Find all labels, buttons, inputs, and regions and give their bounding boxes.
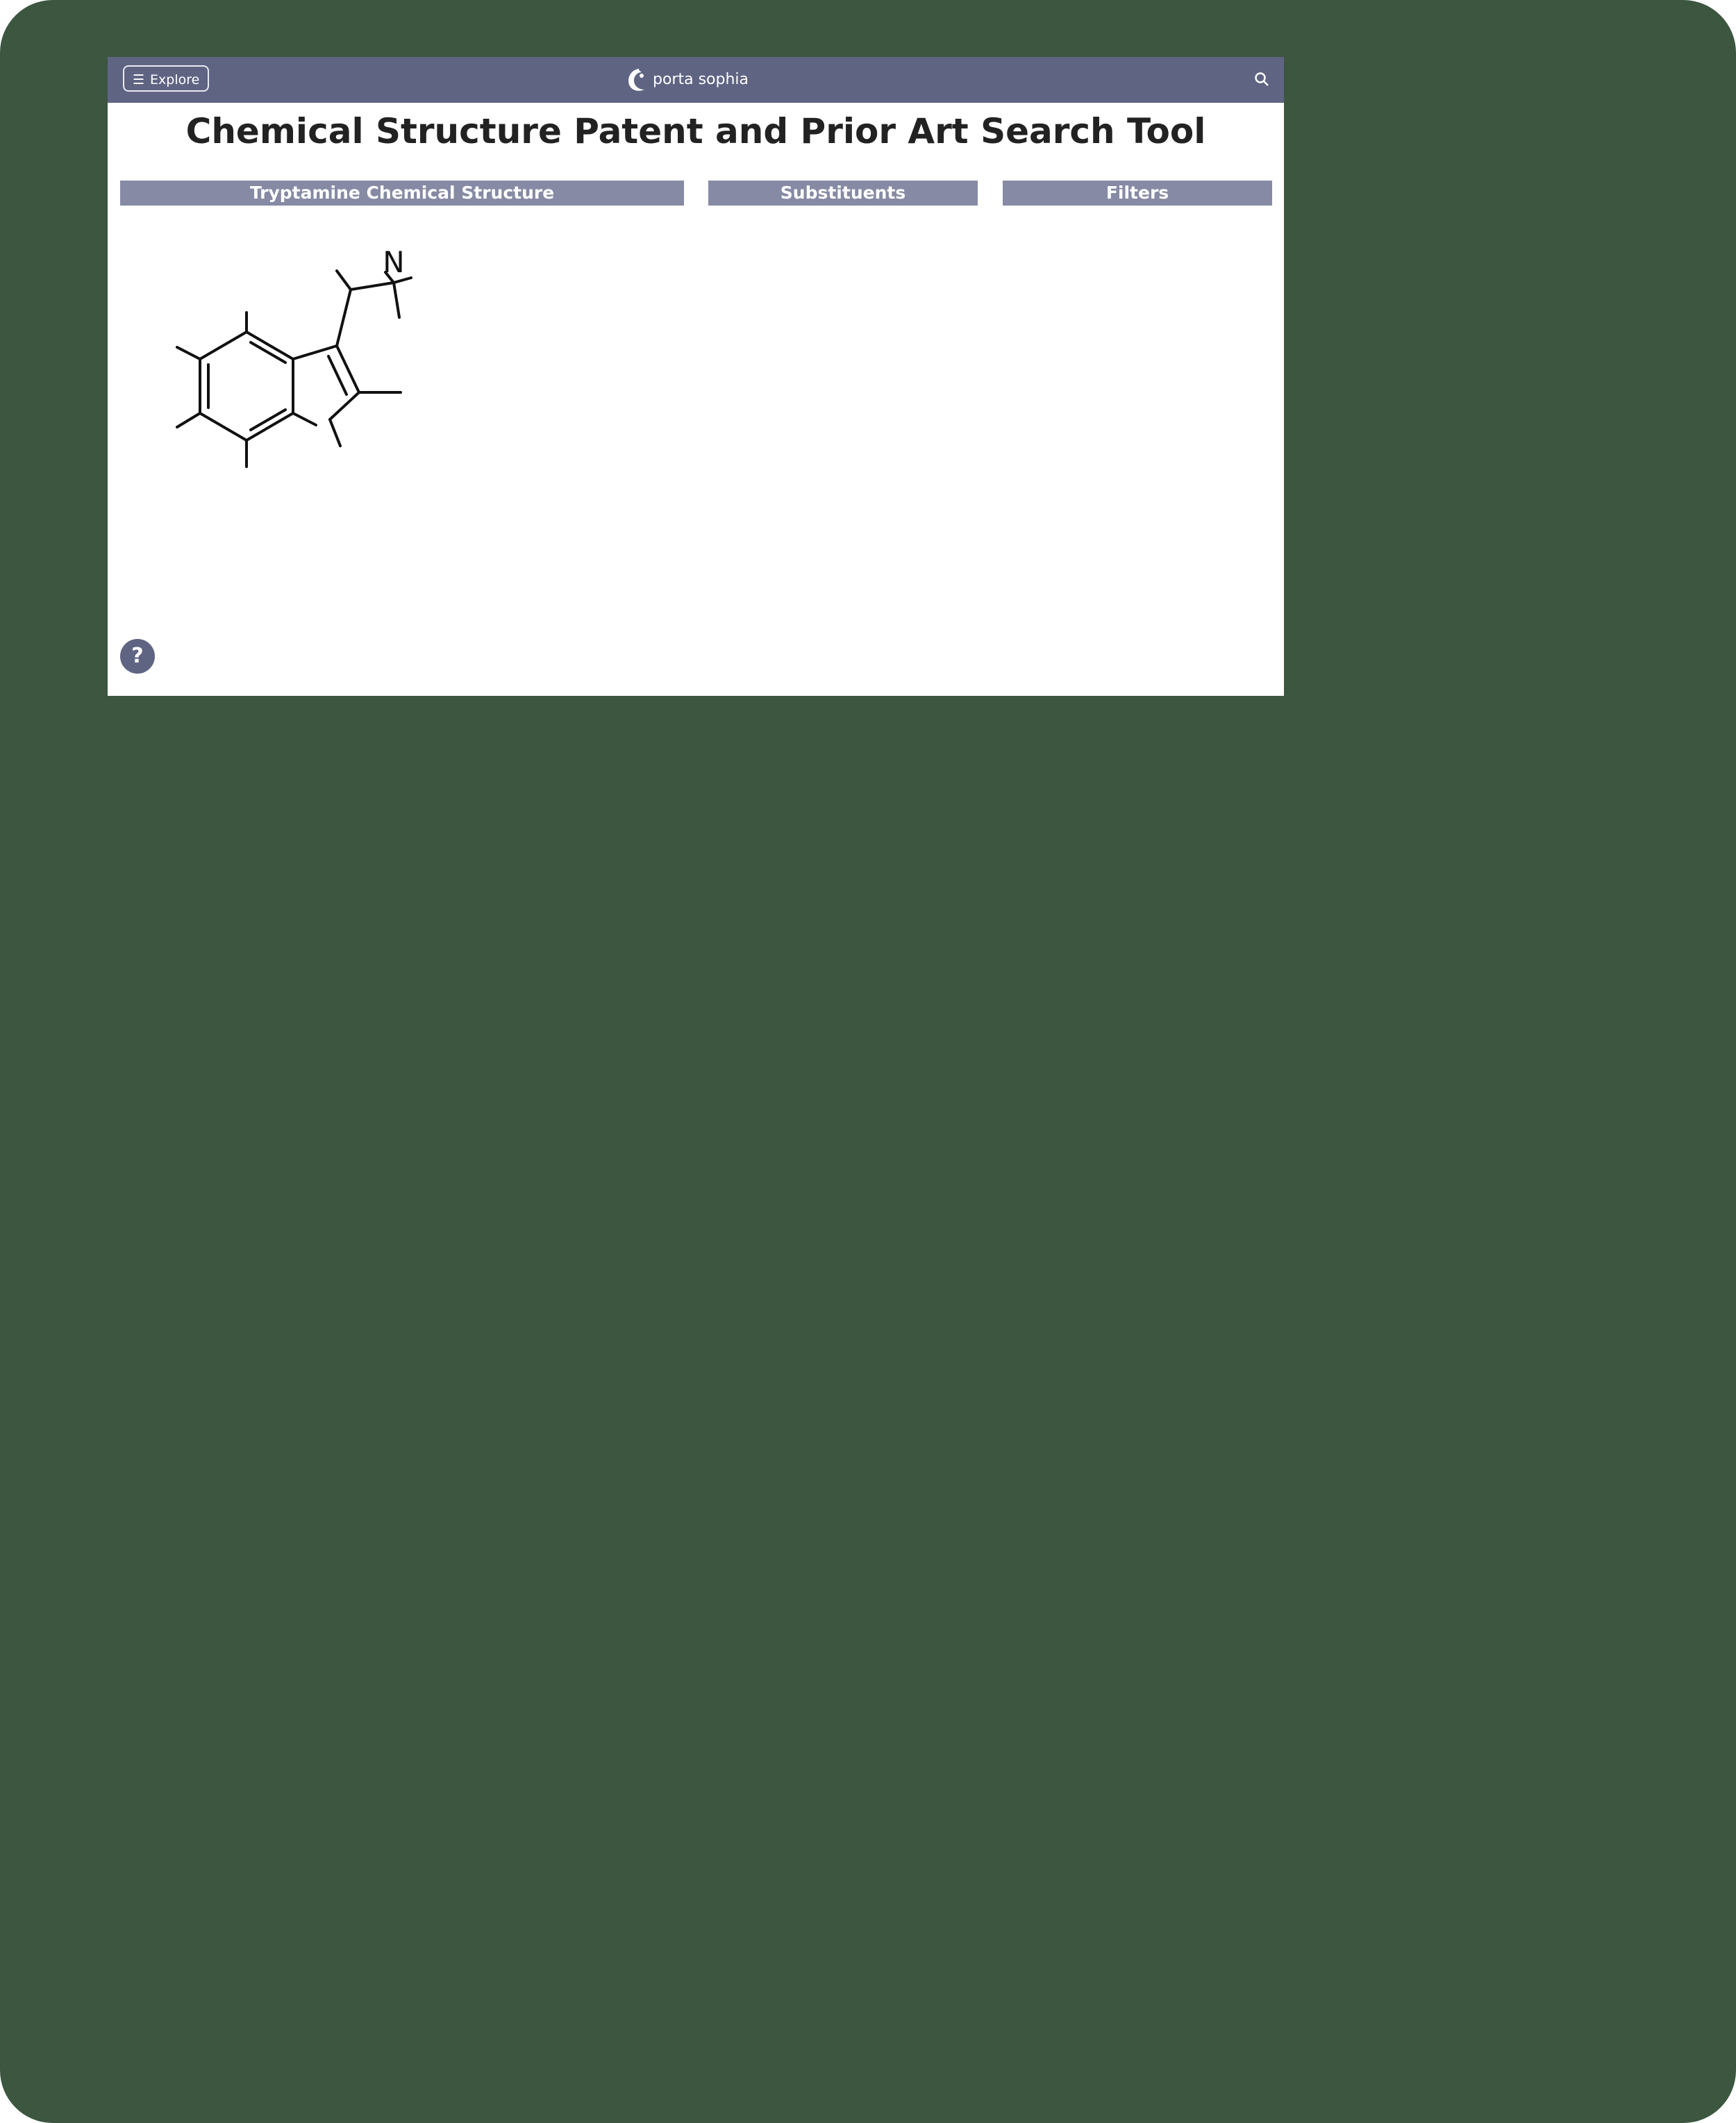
brand-name: porta sophia xyxy=(653,71,749,88)
column-header-structure: Tryptamine Chemical Structure xyxy=(120,181,684,206)
nitrogen-amine: N xyxy=(383,245,405,279)
column-header-substituents: Substituents xyxy=(708,181,978,206)
page-title: Chemical Structure Patent and Prior Art Search Tool xyxy=(185,111,1206,151)
explore-label: Explore xyxy=(150,72,200,88)
hamburger-icon: ☰ xyxy=(133,72,145,88)
column-header-filters: Filters xyxy=(1003,181,1272,206)
help-icon[interactable]: ? xyxy=(120,639,155,674)
